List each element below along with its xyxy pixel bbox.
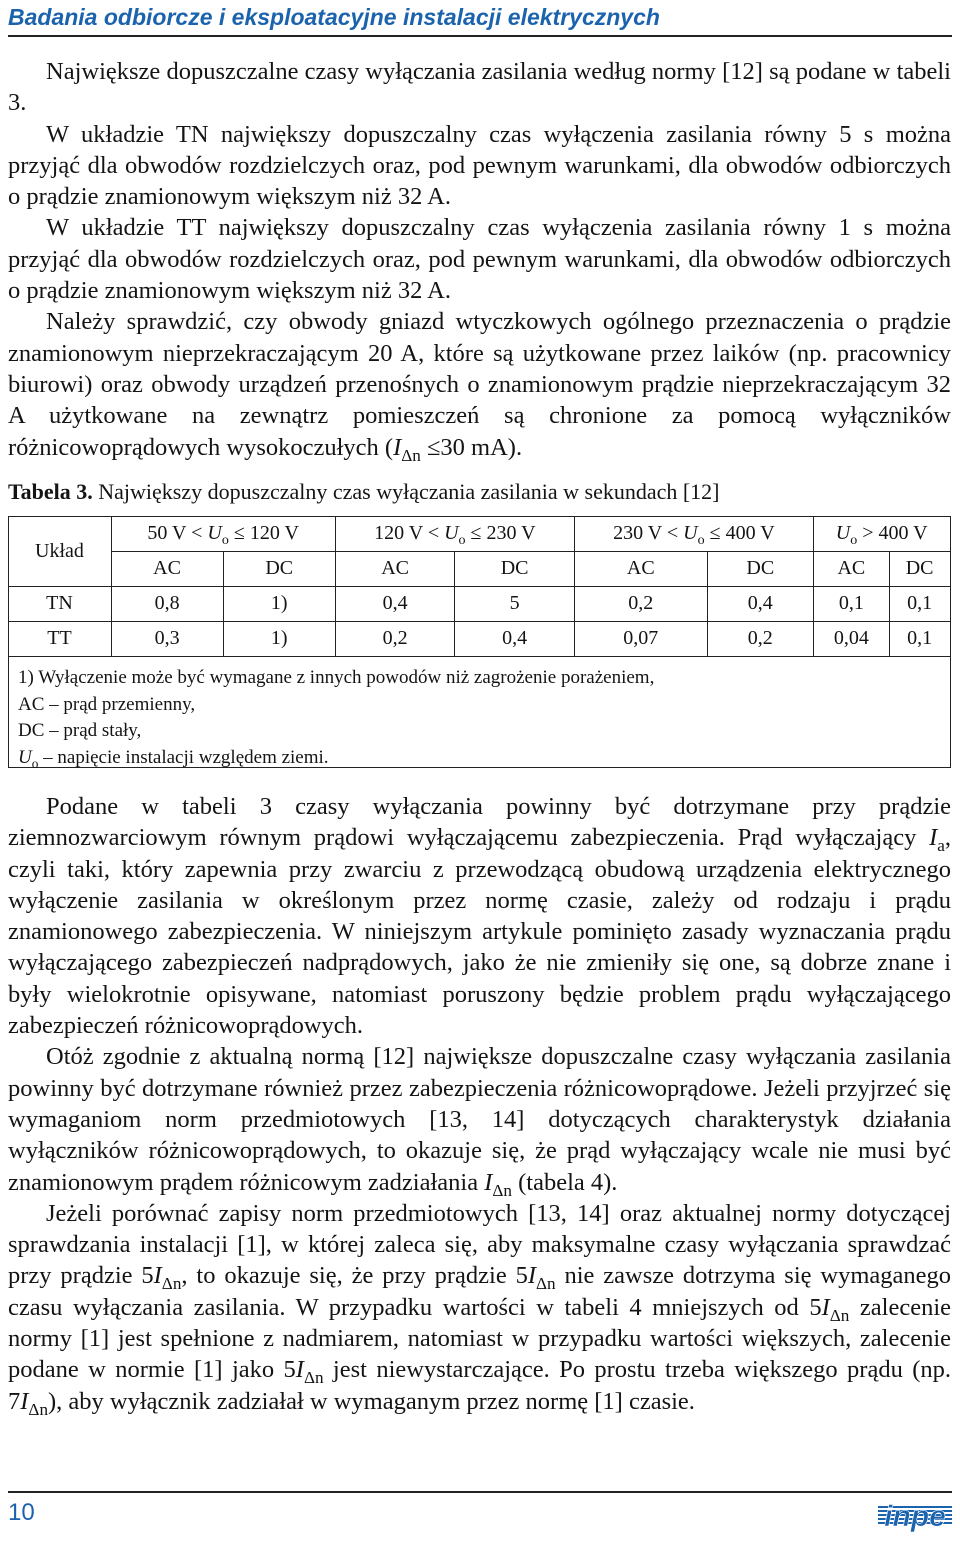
table-subheader-row (8, 551, 950, 586)
range-text: 120 V < (374, 522, 445, 544)
note-text: – napięcie instalacji względem ziemi. (38, 746, 329, 768)
header-cell-current-type: AC (335, 551, 455, 586)
table-cell: 1) (223, 586, 335, 621)
paragraph-text: Otóż zgodnie z aktualną normą [12] największe dopuszczalne czasy wyłączania zasilania powinny być dotrzymane również przez zabezpieczenia różnicowoprądowe. Jeżeli przyjrzeć się wymaganiom norm przedmiotowych [13, 14] dotyczących charakterystyk działania wyłączników różnicowoprądowych, to okazuje się, że prąd wyłączający wcale nie musi być znamionowym prądem różnicowym zadziałania (8, 1043, 951, 1196)
table-cell: 0,8 (111, 586, 223, 621)
header-cell-voltage-range (335, 516, 574, 551)
table-cell: 0,2 (574, 586, 707, 621)
paragraph-text: (tabela 4). (511, 1168, 618, 1196)
table-cell: 0,1 (889, 621, 950, 656)
table-caption-label: Tabela 3. (8, 479, 93, 504)
body-paragraph (8, 791, 951, 1041)
symbol-current: I (20, 1387, 29, 1415)
table-caption (8, 478, 951, 506)
range-text: > 400 V (857, 522, 928, 544)
table-cell: 1) (223, 621, 335, 656)
symbol-current: I (153, 1262, 162, 1290)
table-cell: 0,4 (455, 621, 575, 656)
body-paragraph (8, 1198, 951, 1417)
symbol-subscript: Δn (536, 1274, 556, 1294)
paragraph-text: Należy sprawdzić, czy obwody gniazd wtyczkowych ogólnego przeznaczenia o prądzie znamionowym nieprzekraczającym 20 A, które są użytkowane przez laików (np. pracownicy biurowi) oraz obwody urządzeń przenośnych o znamionowym prądzie nieprzekraczającym 32 A użytkowane na zewnątrz pomieszczeń są chronione za pomocą wyłączników różnicowoprądowych wysokoczułych ( (8, 308, 951, 461)
header-cell-system: Układ (8, 516, 111, 586)
range-subscript: o (850, 533, 858, 548)
symbol-current: I (527, 1262, 537, 1290)
footer-rule (8, 1491, 952, 1493)
range-subscript: o (221, 533, 229, 548)
publisher-logo (878, 1498, 952, 1534)
symbol-subscript: a (937, 836, 945, 856)
note-symbol: U (18, 746, 32, 768)
symbol-current: I (929, 824, 938, 852)
range-text: ≤ 230 V (465, 522, 536, 544)
table-cell: 0,1 (889, 586, 950, 621)
table-header-row (8, 516, 950, 551)
header-cell-current-type: AC (813, 551, 889, 586)
range-text: 50 V < (147, 522, 208, 544)
table-cell: 0,1 (813, 586, 889, 621)
symbol-current: I (484, 1168, 493, 1196)
paragraph-text: , to okazuje się, że przy prądzie 5 (181, 1262, 528, 1290)
symbol-current: I (295, 1356, 304, 1384)
page-number: 10 (8, 1499, 35, 1526)
paragraph-tn-system: W układzie TN największy dopuszczalny czas wyłączenia zasilania równy 5 s można przyjąć dla obwodów rozdzielczych oraz, pod pewnym warunkami, dla obwodów odbiorczych o prądzie znamionowym większym niż 32 A. (8, 120, 951, 211)
symbol-current: I (821, 1293, 830, 1321)
table-notes (18, 665, 654, 771)
header-cell-voltage-range (111, 516, 335, 551)
table-note: 1) Wyłączenie może być wymagane z innych powodów niż zagrożenie porażeniem, (18, 667, 655, 688)
table-note (18, 745, 654, 772)
header-cell-voltage-range (813, 516, 950, 551)
header-cell-current-type: DC (707, 551, 813, 586)
paragraph-intro-1: Największe dopuszczalne czasy wyłączania zasilania według normy [12] są podane w tabeli 3. (8, 58, 951, 117)
range-symbol: U (835, 522, 851, 544)
table-cell: 0,4 (707, 586, 813, 621)
paragraph-text: Podane w tabeli 3 czasy wyłączania powinny być dotrzymane przy prądzie ziemnozwarciowym równym prądowi wyłączającemu zabezpieczenia. Prąd wyłączający (8, 793, 951, 852)
disconnection-time-table (8, 516, 951, 771)
header-rule (8, 35, 952, 37)
header-cell-current-type: DC (455, 551, 575, 586)
symbol-current: I (393, 433, 402, 461)
header-cell-current-type: AC (111, 551, 223, 586)
row-label: TT (8, 621, 111, 656)
table-cell: 5 (455, 586, 575, 621)
paragraph-rcd-requirement (8, 306, 951, 465)
symbol-subscript: Δn (161, 1274, 182, 1294)
symbol-subscript: Δn (303, 1368, 324, 1388)
symbol-subscript: Δn (829, 1305, 850, 1325)
range-text: ≤ 120 V (228, 522, 299, 544)
range-symbol: U (207, 522, 222, 544)
range-symbol: U (444, 522, 459, 544)
running-header (8, 2, 952, 32)
header-cell-voltage-range (574, 516, 813, 551)
range-symbol: U (683, 522, 698, 544)
table-cell: 0,04 (813, 621, 889, 656)
paragraph-text: Jeżeli porównać zapisy norm przedmiotowych [13, 14] oraz aktualnej normy dotyczącej sprawdzania instalacji [1], w której zaleca się, aby maksymalne czasy wyłączania sprawdzać przy prądzie 5 (8, 1199, 951, 1290)
paragraph-text-end: ≤30 mA). (420, 433, 523, 461)
header-cell-current-type: AC (574, 551, 707, 586)
logo-text: inpe (884, 1500, 946, 1533)
range-subscript: o (458, 533, 466, 548)
range-subscript: o (697, 533, 705, 548)
intro-text (8, 56, 951, 463)
range-text: ≤ 400 V (704, 522, 775, 544)
table-row (8, 586, 950, 621)
symbol-subscript: Δn (492, 1180, 512, 1200)
paragraph-text: zalecenie normy [1] jest spełnione z nadmiarem, natomiast w przypadku wartości większych, zalecenie podane w normie [1] jako 5 (8, 1293, 951, 1384)
paragraph-text: , czyli taki, który zapewnia przy zwarciu z przewodzącą obudową urządzenia elektrycznego wyłączenie zasilania w określonym przez normę czasie, zależy od rodzaju i prądu znamionowego zabezpieczenia. W niniejszym artykule pominięto zasady wyznaczania prądu wyłączającego zabezpieczeń nadprądowych, jako że nie zmieniły się one, są dobrze znane i były wielokrotnie opisywane, natomiast poruszony będzie problem prądu wyłączającego zabezpieczeń różnicowoprądowych. (8, 824, 951, 1040)
paragraph-text: ), aby wyłącznik zadziałał w wymaganym przez normę [1] czasie. (48, 1387, 695, 1415)
paragraph-text: nie zawsze dotrzyma się wymaganego czasu wyłączania zasilania. W przypadku wartości w tabeli 4 mniejszych od 5 (8, 1262, 951, 1321)
body-paragraph (8, 1041, 951, 1200)
paragraph-tt-system: W układzie TT największy dopuszczalny czas wyłączenia zasilania równy 1 s można przyjąć dla obwodów rozdzielczych oraz, pod pewnym warunkami, dla obwodów odbiorczych o prądzie znamionowym większym niż 32 A. (8, 214, 951, 305)
table-note: AC – prąd przemienny, (18, 693, 196, 715)
table-cell: 0,07 (574, 621, 707, 656)
header-cell-current-type: DC (889, 551, 950, 586)
table-cell: 0,2 (335, 621, 455, 656)
symbol-subscript: Δn (401, 445, 421, 465)
header-cell-current-type: DC (223, 551, 335, 586)
note-subscript: o (31, 755, 39, 771)
header-title: Badania odbiorcze i eksploatacyjne instalacji elektrycznych (8, 4, 660, 30)
table-caption-text: Największy dopuszczalny czas wyłączania zasilania w sekundach [12] (92, 479, 720, 504)
body-text (8, 791, 951, 1417)
paragraph-text: jest niewystarczające. Po prostu trzeba większego prądu (np. 7 (8, 1356, 951, 1415)
range-text: 230 V < (613, 522, 684, 544)
table-cell: 0,4 (335, 586, 455, 621)
table-grid (8, 516, 951, 657)
symbol-subscript: Δn (28, 1399, 49, 1419)
table-cell: 0,2 (707, 621, 813, 656)
table-cell: 0,3 (111, 621, 223, 656)
row-label: TN (8, 586, 111, 621)
table-row (8, 621, 950, 656)
table-note: DC – prąd stały, (18, 720, 142, 741)
